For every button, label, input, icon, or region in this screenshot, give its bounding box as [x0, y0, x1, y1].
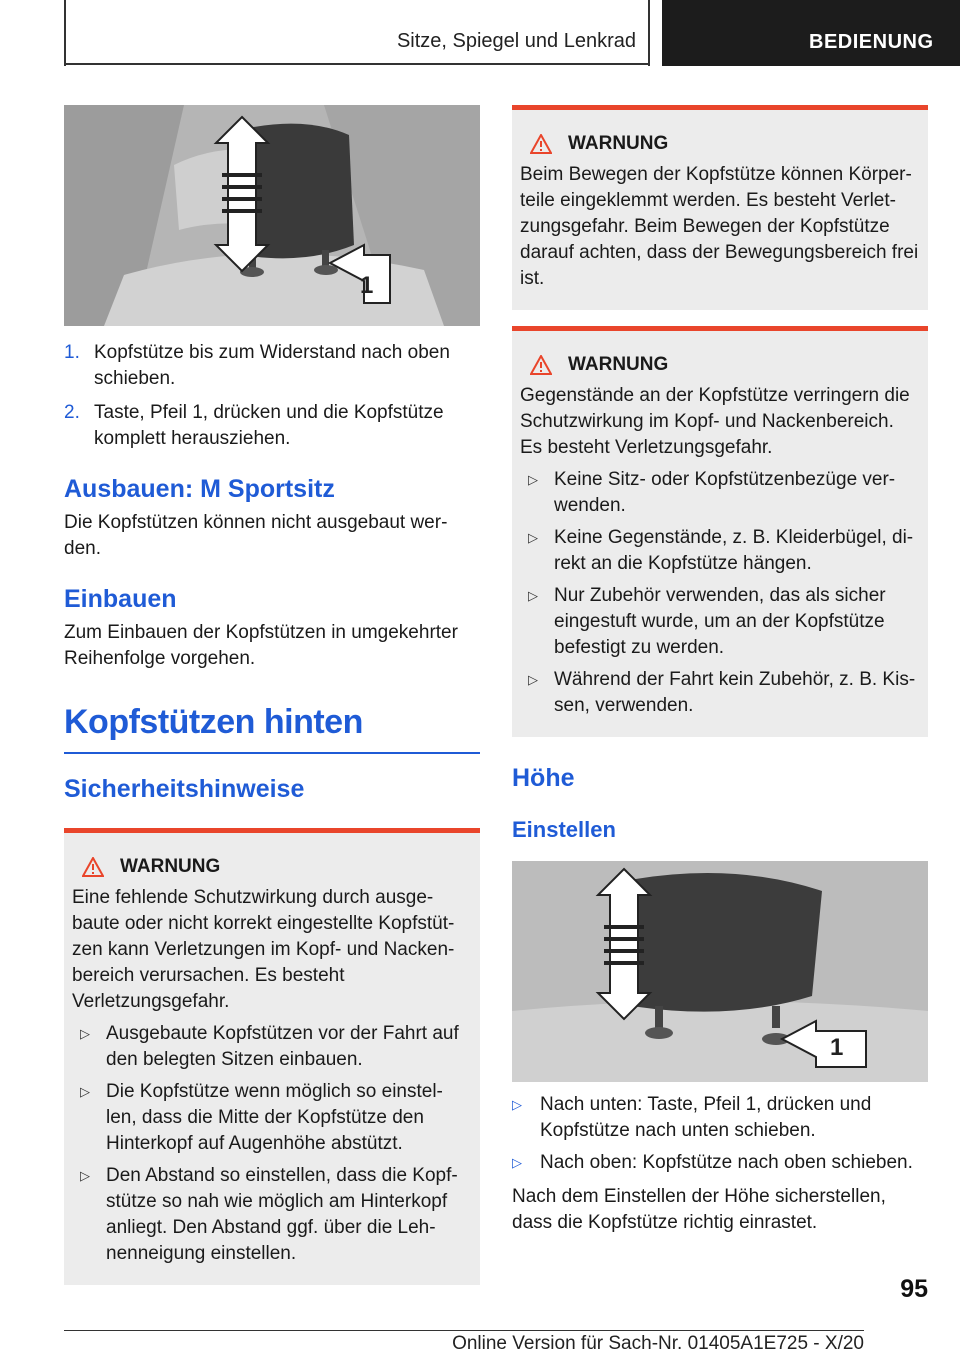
- list-item: [520, 525, 920, 577]
- headrest-removal-figure: [64, 105, 480, 326]
- list-item-text: Nach oben: Kopfstütze nach oben schieben.: [540, 1152, 913, 1173]
- triangle-bullet-icon: ▷: [528, 588, 538, 603]
- heading-rule: [64, 752, 480, 754]
- warning-list: [520, 467, 920, 719]
- online-version-text: Online Version für Sach-Nr. 01405A1E725 - X/20: [452, 1333, 864, 1354]
- header-left-rule: [64, 0, 66, 66]
- triangle-bullet-icon: ▷: [80, 1084, 90, 1099]
- list-item: [520, 667, 920, 719]
- list-item-text: Nur Zubehör verwenden, das als sicher eingestuft wurde, um an der Kopfstütze befestigt zu werden.: [554, 585, 886, 658]
- list-item: [72, 1021, 472, 1073]
- triangle-bullet-icon: ▷: [528, 472, 538, 487]
- header-section-divider: [648, 0, 650, 66]
- triangle-bullet-icon: ▷: [80, 1168, 90, 1183]
- triangle-bullet-icon: ▷: [528, 530, 538, 545]
- list-item-text: Während der Fahrt kein Zubehör, z. B. Kis-sen, verwenden.: [554, 669, 916, 716]
- header-bottom-rule: [64, 63, 650, 65]
- figure-callout-1: 1: [360, 272, 374, 299]
- list-item-text: Nach unten: Taste, Pfeil 1, drücken und Kopfstütze nach unten schieben.: [540, 1094, 872, 1141]
- einstellen-heading: Einstellen: [512, 817, 616, 842]
- hoehe-heading: Höhe: [512, 764, 575, 792]
- chapter-title: Sitze, Spiegel und Lenkrad: [396, 30, 636, 52]
- ausbauen-text: Die Kopfstützen können nicht ausgebaut wer-den.: [64, 512, 448, 559]
- safety-heading: Sicherheitshinweise: [64, 775, 305, 803]
- warning-title: [530, 132, 920, 156]
- warning-title: [530, 353, 920, 377]
- warning-list: [72, 1021, 472, 1267]
- list-item: [512, 1092, 928, 1144]
- page-header: [0, 0, 960, 66]
- triangle-bullet-icon: ▷: [80, 1026, 90, 1041]
- list-item-text: Keine Sitz- oder Kopfstützenbezüge ver-wenden.: [554, 469, 896, 516]
- list-item: [72, 1079, 472, 1157]
- warning-text: Eine fehlende Schutzwirkung durch ausge-baute oder nicht korrekt eingestellte Kopfstüt-zen kann Verletzungen im Kopf- und Nacken-bereich verursachen. Es besteht Verletzungsgefahr.: [72, 887, 455, 1012]
- list-item: [64, 400, 480, 452]
- section-tab: BEDIENUNG: [662, 0, 960, 66]
- removal-steps: [64, 340, 480, 452]
- warning-title-text: WARNUNG: [120, 856, 221, 877]
- step-text: Taste, Pfeil 1, drücken und die Kopfstütze komplett herausziehen.: [94, 402, 444, 449]
- warning-title-text: WARNUNG: [568, 354, 669, 375]
- list-item-text: Ausgebaute Kopfstützen vor der Fahrt auf den belegten Sitzen einbauen.: [106, 1023, 459, 1070]
- warning-box: [512, 105, 928, 310]
- warning-triangle-icon: [82, 857, 104, 877]
- warning-triangle-icon: [530, 134, 552, 154]
- headrest-height-figure: [512, 861, 928, 1082]
- closing-text: Nach dem Einstellen der Höhe sicherstellen, dass die Kopfstütze richtig einrastet.: [512, 1186, 886, 1233]
- figure-callout-1: 1: [830, 1034, 844, 1061]
- warning-text: Gegenstände an der Kopfstütze verringern die Schutzwirkung im Kopf- und Nackenbereich. Es besteht Verletzungsgefahr.: [520, 385, 910, 458]
- einbauen-heading: Einbauen: [64, 585, 177, 613]
- list-item-text: Die Kopfstütze wenn möglich so einstel-len, dass die Mitte der Kopfstütze den Hinterkopf auf Augenhöhe abstützt.: [106, 1081, 443, 1154]
- list-item: [520, 467, 920, 519]
- list-item: [64, 340, 480, 392]
- page-number: 95: [900, 1275, 928, 1303]
- list-item: [512, 1150, 928, 1176]
- headrest-height-illustration: [512, 861, 928, 1082]
- warning-title: [82, 855, 472, 879]
- list-item-text: Keine Gegenstände, z. B. Kleiderbügel, di-rekt an die Kopfstütze hängen.: [554, 527, 914, 574]
- warning-text: Beim Bewegen der Kopfstütze können Körper-teile eingeklemmt werden. Es besteht Verlet-zungsgefahr. Beim Bewegen der Kopfstütze darauf achten, dass der Bewegungsbereich frei ist.: [520, 164, 919, 289]
- triangle-bullet-icon: ▷: [512, 1155, 522, 1170]
- step-number: 1.: [64, 342, 80, 363]
- triangle-bullet-icon: ▷: [512, 1097, 522, 1112]
- einbauen-text: Zum Einbauen der Kopfstützen in umgekehrter Reihenfolge vorgehen.: [64, 622, 458, 669]
- warning-triangle-icon: [530, 355, 552, 375]
- right-column: [512, 105, 928, 1236]
- warning-box: [64, 828, 480, 1285]
- ausbauen-heading: Ausbauen: M Sportsitz: [64, 475, 335, 503]
- step-text: Kopfstütze bis zum Widerstand nach oben schieben.: [94, 342, 450, 389]
- list-item: [520, 583, 920, 661]
- list-item: [72, 1163, 472, 1267]
- left-column: [64, 105, 480, 1285]
- warning-box: [512, 326, 928, 737]
- step-number: 2.: [64, 402, 80, 423]
- list-item-text: Den Abstand so einstellen, dass die Kopf-stütze so nah wie möglich am Hinterkopf anliegt. Den Abstand ggf. über die Leh-nenneigung einstellen.: [106, 1165, 458, 1264]
- warning-title-text: WARNUNG: [568, 133, 669, 154]
- triangle-bullet-icon: ▷: [528, 672, 538, 687]
- headrest-seat-illustration: [64, 105, 480, 326]
- height-adjust-list: [512, 1092, 928, 1176]
- main-section-heading: Kopfstützen hinten: [64, 703, 363, 741]
- footer-rule: [64, 1330, 864, 1331]
